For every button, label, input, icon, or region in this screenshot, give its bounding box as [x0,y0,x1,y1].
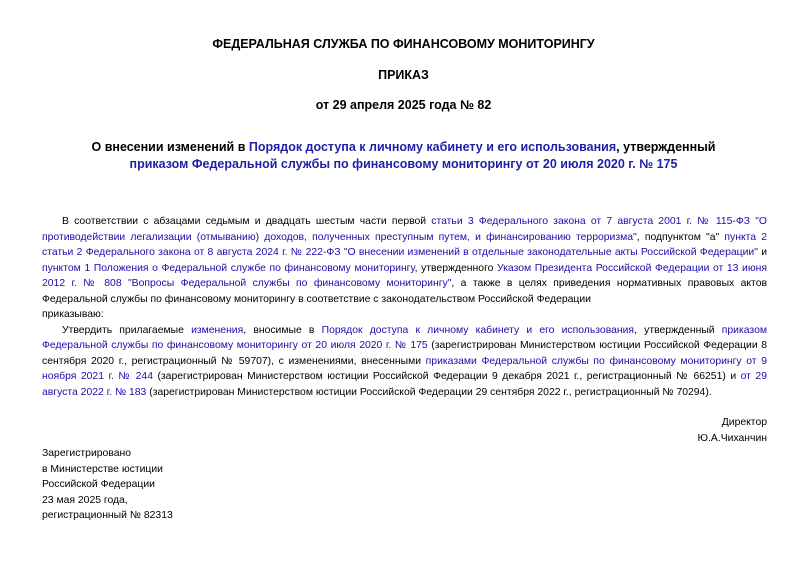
signatory-position: Директор [721,417,767,428]
operative-text-6: (зарегистрирован Министерством юстиции Российской Федерации 29 сентября 2022 г., регистрационный № 70294). [146,386,712,398]
link-presidential-decree-808[interactable]: Указом Президента Российской Федерации от 13 июня 2012 г. № 808 "Вопросы Федеральной службы по финансовому мониторингу" [42,262,767,289]
operative-text-5: (зарегистрирован Министерством юстиции Российской Федерации 9 декабря 2021 г., регистрационный № 66251) и [152,371,741,382]
link-changes[interactable]: изменения [191,324,244,336]
preamble-text-5: , а также в целях приведения нормативных правовых актов Федеральной службы по финансовому мониторингу в соответствие с законодательством Российской Федерации [42,278,767,305]
link-law-222fz[interactable]: пункта 2 статьи 2 Федерального закона от 8 августа 2024 г. № 222-ФЗ "О внесении изменений в отдельные законодательные акты Российской Федерации" [42,231,768,258]
operative-text-2: , вносимые в [243,324,322,336]
agency-name: ФЕДЕРАЛЬНАЯ СЛУЖБА ПО ФИНАНСОВОМУ МОНИТОРИНГУ [212,37,595,51]
link-order-183[interactable]: от 29 августа 2022 г. № 183 [42,371,767,398]
order-word: приказываю: [42,309,104,320]
preamble-text-2: , подпунктом "а" [636,231,725,243]
registration-block [42,446,173,524]
operative-text-1: Утвердить прилагаемые [62,324,192,336]
registration-line-1: Зарегистрировано [42,448,132,459]
document-date-number: от 29 апреля 2025 года № 82 [315,98,492,112]
preamble-text-1: В соответствии с абзацами седьмым и двадцать шестым части первой [62,216,432,227]
registration-line-5: регистрационный № 82313 [42,510,173,521]
operative-text-3: , утвержденный [634,324,722,336]
document-type: ПРИКАЗ [378,68,429,82]
title-link-order-175[interactable]: приказом Федеральной службы по финансовому мониторингу от 20 июля 2020 г. № 175 [129,157,678,171]
link-order-244[interactable]: приказами Федеральной службы по финансовому мониторингу от 9 ноября 2021 г. № 244 [42,355,767,382]
registration-line-4: 23 мая 2025 года, [42,494,128,506]
registration-line-3: Российской Федерации [42,479,155,490]
preamble-text-3: и [757,247,767,258]
preamble-paragraph [42,214,767,307]
operative-paragraph [42,323,767,401]
signatory-name: Ю.А.Чиханчин [697,432,767,444]
signature-block [698,415,767,446]
title-text-2: , утвержденный [616,140,716,154]
preamble-text-4: , утвержденного [414,262,497,274]
link-order-175[interactable]: приказом Федеральной службы по финансовому мониторингу от 20 июля 2020 г. № 175 [42,324,767,351]
link-procedure[interactable]: Порядок доступа к личному кабинету и его использования [321,324,635,336]
link-law-115fz[interactable]: статьи 3 Федерального закона от 7 августа 2001 г. № 115-ФЗ "О противодействии легализации (отмыванию) доходов, полученных преступным путем, и финансированию терроризма" [42,216,768,243]
title-link-procedure[interactable]: Порядок доступа к личному кабинету и его использования [248,140,617,154]
document-title [40,139,767,173]
link-regulation-rosfinmonitoring[interactable]: пунктом 1 Положения о Федеральной службе по финансовому мониторингу [42,262,415,274]
registration-line-2: в Министерстве юстиции [42,463,163,475]
operative-text-4: (зарегистрирован Министерством юстиции Российской Федерации 8 сентября 2020 г., регистрационный № 59707), с изменениями, внесенными [42,340,767,367]
title-text-1: О внесении изменений в [91,140,249,154]
document-body [42,214,767,400]
